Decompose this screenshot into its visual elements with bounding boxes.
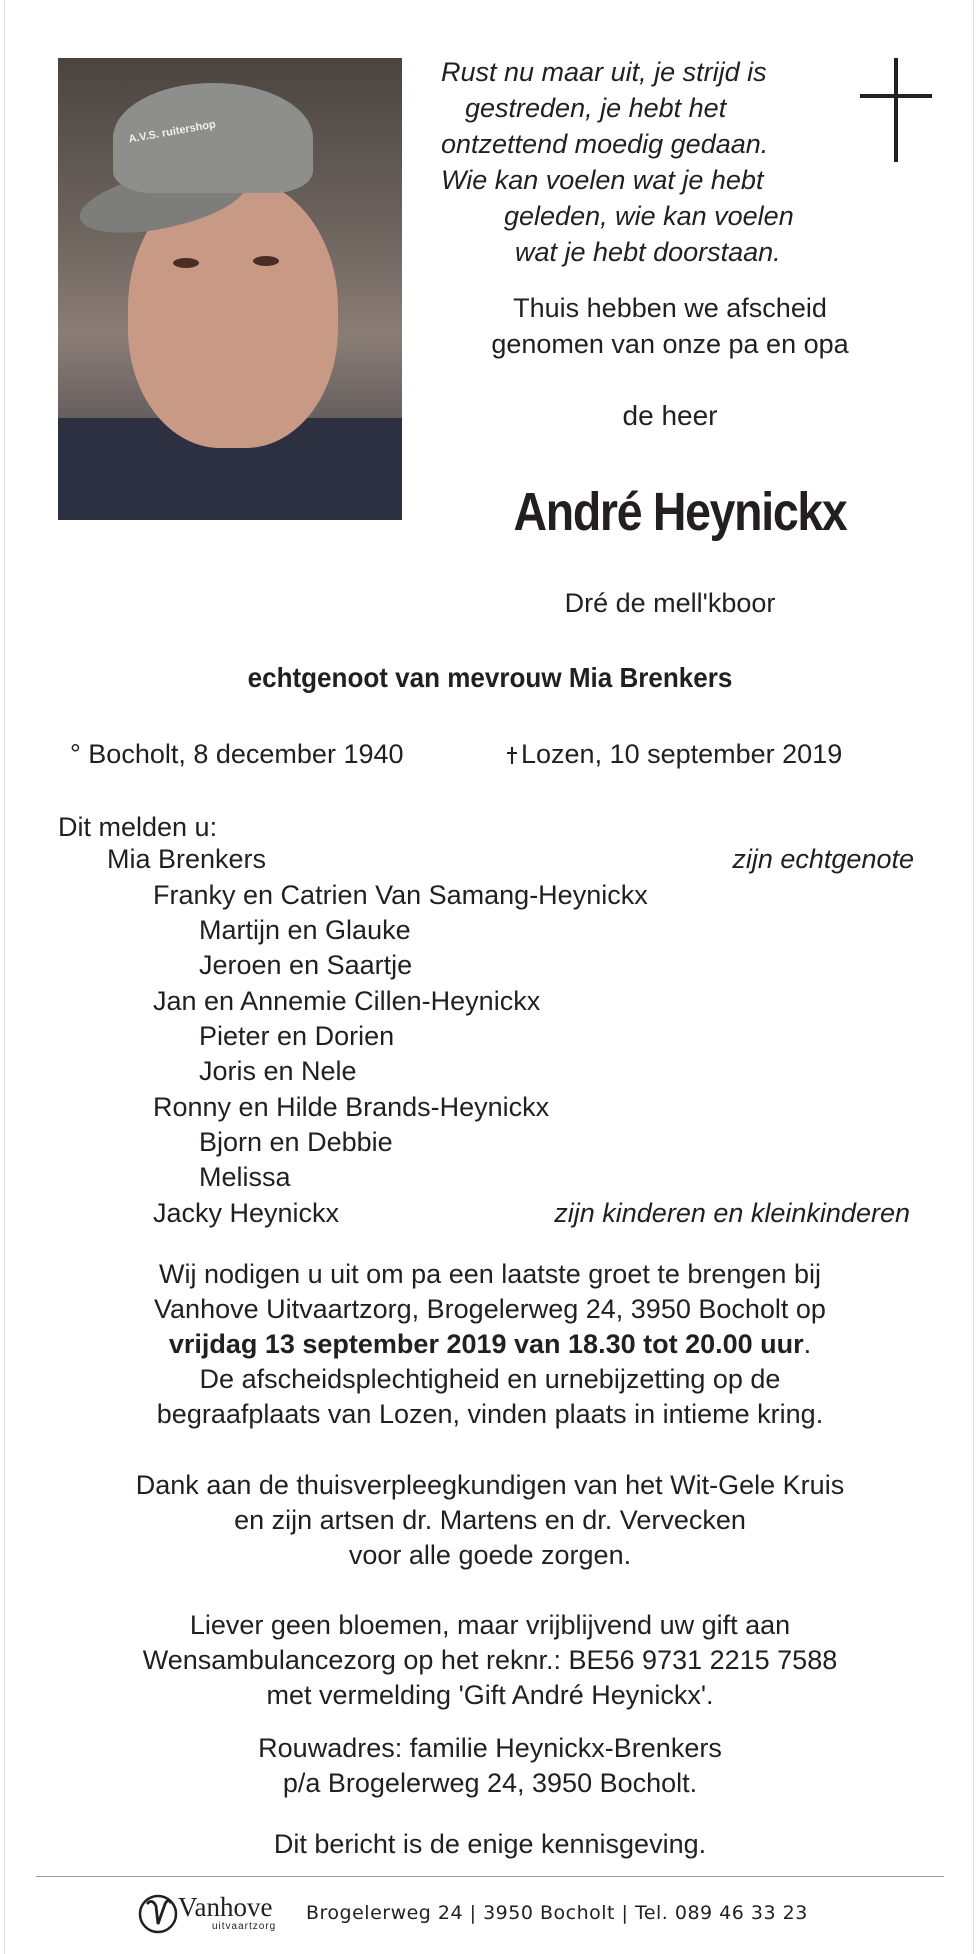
family-member: Ronny en Hilde Brands-Heynickx	[153, 1092, 550, 1122]
vanhove-logo-icon	[138, 1894, 178, 1934]
intro-line-2: genomen van onze pa en opa	[491, 329, 849, 359]
family-member: Melissa	[199, 1162, 291, 1192]
poem-line-4: Wie kan voelen wat je hebt	[441, 165, 764, 195]
family-spouse-role: zijn echtgenote	[732, 844, 914, 874]
family-heading: Dit melden u:	[58, 812, 218, 842]
thanks-line-1: Dank aan de thuisverpleegkundigen van het Wit-Gele Kruis	[135, 1470, 845, 1500]
death-line	[507, 736, 842, 772]
spouse-line: echtgenoot van mevrouw Mia Brenkers	[247, 662, 733, 693]
logo-name: Vanhove	[178, 1892, 273, 1922]
poem-line-6: wat je hebt doorstaan.	[515, 237, 781, 267]
thanks-line-2: en zijn artsen dr. Martens en dr. Vervecken	[234, 1505, 746, 1535]
footer-divider	[36, 1876, 944, 1877]
notice-line: Dit bericht is de enige kennisgeving.	[273, 1829, 707, 1859]
address-line-1: Rouwadres: familie Heynickx-Brenkers	[258, 1733, 722, 1763]
poem-line-1: Rust nu maar uit, je strijd is	[441, 57, 767, 87]
family-member: Bjorn en Debbie	[199, 1127, 393, 1157]
vanhove-logo	[138, 1888, 288, 1938]
invitation-line-3	[0, 1326, 980, 1362]
death-text: Lozen, 10 september 2019	[521, 739, 843, 769]
portrait-photo	[58, 58, 402, 520]
deceased-name: André Heynickx	[513, 482, 847, 542]
cross-icon	[860, 58, 932, 162]
thanks-line-3: voor alle goede zorgen.	[348, 1540, 632, 1570]
flowers-line-1: Liever geen bloemen, maar vrijblijvend uw gift aan	[189, 1610, 791, 1640]
nickname: Dré de mell'kboor	[564, 588, 776, 618]
logo-subtitle: uitvaartzorg	[212, 1921, 277, 1932]
family-member: Martijn en Glauke	[199, 915, 411, 945]
invitation-line-4: De afscheidsplechtigheid en urnebijzetting op de	[199, 1364, 781, 1394]
salutation: de heer	[622, 400, 718, 431]
footer-address: Brogelerweg 24 | 3950 Bocholt | Tel. 089 46 33 23	[306, 1902, 808, 1924]
family-member: Jan en Annemie Cillen-Heynickx	[153, 986, 541, 1016]
family-children-role: zijn kinderen en kleinkinderen	[554, 1198, 910, 1228]
invitation-line-1: Wij nodigen u uit om pa een laatste groet te brengen bij	[159, 1259, 821, 1289]
flowers-line-3: met vermelding 'Gift André Heynickx'.	[266, 1680, 714, 1710]
photo-eye-right	[253, 256, 279, 266]
death-cross-icon	[507, 747, 517, 764]
invitation-line-5: begraafplaats van Lozen, vinden plaats in intieme kring.	[156, 1399, 824, 1429]
family-member: Franky en Catrien Van Samang-Heynickx	[153, 880, 648, 910]
poem-line-3: ontzettend moedig gedaan.	[441, 129, 769, 159]
flowers-line-2: Wensambulancezorg op het reknr.: BE56 9731 2215 7588	[142, 1645, 838, 1675]
invitation-line-2: Vanhove Uitvaartzorg, Brogelerweg 24, 3950 Bocholt op	[154, 1294, 826, 1324]
invitation-line-3-end: .	[803, 1329, 812, 1359]
family-member: Jacky Heynickx	[153, 1198, 340, 1228]
address-line-2: p/a Brogelerweg 24, 3950 Bocholt.	[282, 1768, 698, 1798]
birth-line: ° Bocholt, 8 december 1940	[70, 739, 404, 769]
intro-line-1: Thuis hebben we afscheid	[513, 293, 827, 323]
photo-eye-left	[173, 258, 199, 268]
family-spouse-name: Mia Brenkers	[107, 844, 267, 874]
poem-line-5: geleden, wie kan voelen	[504, 201, 794, 231]
family-member: Jeroen en Saartje	[199, 950, 413, 980]
visitation-datetime: vrijdag 13 september 2019 van 18.30 tot 20.00 uur	[168, 1329, 804, 1359]
poem-line-2: gestreden, je hebt het	[465, 93, 727, 123]
family-member: Pieter en Dorien	[199, 1021, 395, 1051]
family-member: Joris en Nele	[199, 1056, 357, 1086]
photo-cap-text: A.V.S. ruitershop	[127, 118, 217, 146]
